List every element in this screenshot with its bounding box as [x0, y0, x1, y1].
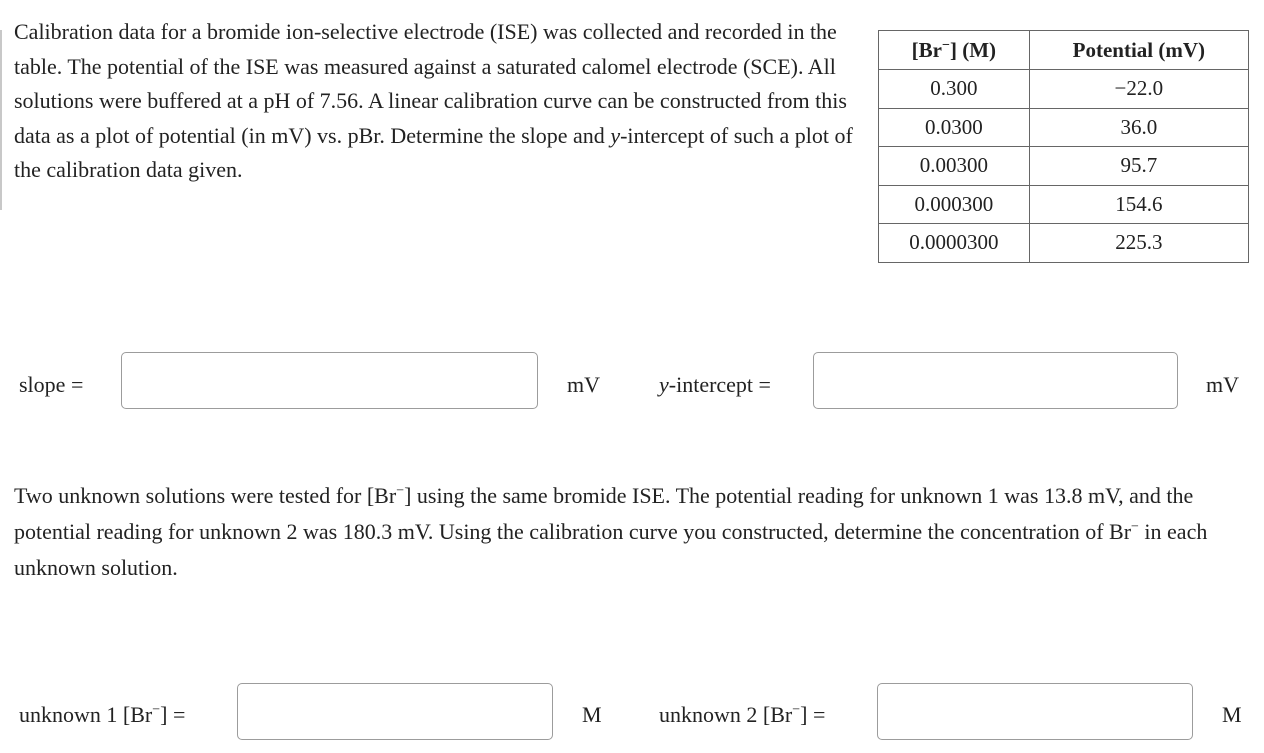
- cell-potential: 154.6: [1029, 185, 1248, 224]
- slope-unit: mV: [567, 372, 600, 397]
- unknown1-label: unknown 1 [Br−] =: [19, 702, 186, 727]
- unknowns-paragraph: Two unknown solutions were tested for [Br−] using the same bromide ISE. The potential reading for unknown 1 was 13.8 mV, and the potential reading for unknown 2 was 180.3 mV. Using the calibration curve you constructed, determine the concentration of Br− in each unknown solution.: [14, 483, 1208, 580]
- slope-label: slope =: [19, 372, 84, 397]
- intercept-label-text: -intercept =: [668, 372, 771, 397]
- table-row: [879, 108, 1249, 147]
- cell-concentration: 0.300: [879, 70, 1030, 109]
- cell-potential: −22.0: [1029, 70, 1248, 109]
- cell-concentration: 0.0000300: [879, 224, 1030, 263]
- intercept-unit: mV: [1206, 372, 1239, 397]
- table-row: [879, 70, 1249, 109]
- cell-concentration: 0.00300: [879, 147, 1030, 186]
- calibration-data-table: [878, 30, 1249, 263]
- cell-concentration: 0.000300: [879, 185, 1030, 224]
- cell-potential: 36.0: [1029, 108, 1248, 147]
- slope-input[interactable]: [121, 352, 538, 409]
- intercept-label: [659, 372, 771, 398]
- table-row: [879, 224, 1249, 263]
- unknown1-unit: M: [582, 702, 602, 727]
- table-row: [879, 147, 1249, 186]
- intercept-y-variable: y: [659, 372, 669, 397]
- table-header-row: [879, 31, 1249, 70]
- problem-intro-text: [14, 15, 859, 188]
- intro-text-part1: Calibration data for a bromide ion-selective electrode (ISE) was collected and recorded in the table. The potential of the ISE was measured against a saturated calomel electrode (SCE). All solutions were buffered at a pH of 7.56. A linear calibration curve can be constructed from this data as a plot of potential (in mV) vs. pBr. Determine the slope and: [14, 19, 847, 148]
- intro-text-part2: -intercept of such a plot of the calibration data given.: [14, 122, 853, 182]
- cell-concentration: 0.0300: [879, 108, 1030, 147]
- cell-potential: 95.7: [1029, 147, 1248, 186]
- cell-potential: 225.3: [1029, 224, 1248, 263]
- header-concentration: [Br−] (M): [879, 31, 1030, 70]
- unknown2-unit: M: [1222, 702, 1242, 727]
- left-scroll-indicator: [0, 30, 6, 210]
- unknown2-label: unknown 2 [Br−] =: [659, 702, 826, 727]
- unknown2-input[interactable]: [877, 683, 1193, 740]
- intro-y-variable: y: [610, 122, 621, 148]
- unknown1-input[interactable]: [237, 683, 553, 740]
- header-potential: Potential (mV): [1029, 31, 1248, 70]
- intercept-input[interactable]: [813, 352, 1178, 409]
- table-row: [879, 185, 1249, 224]
